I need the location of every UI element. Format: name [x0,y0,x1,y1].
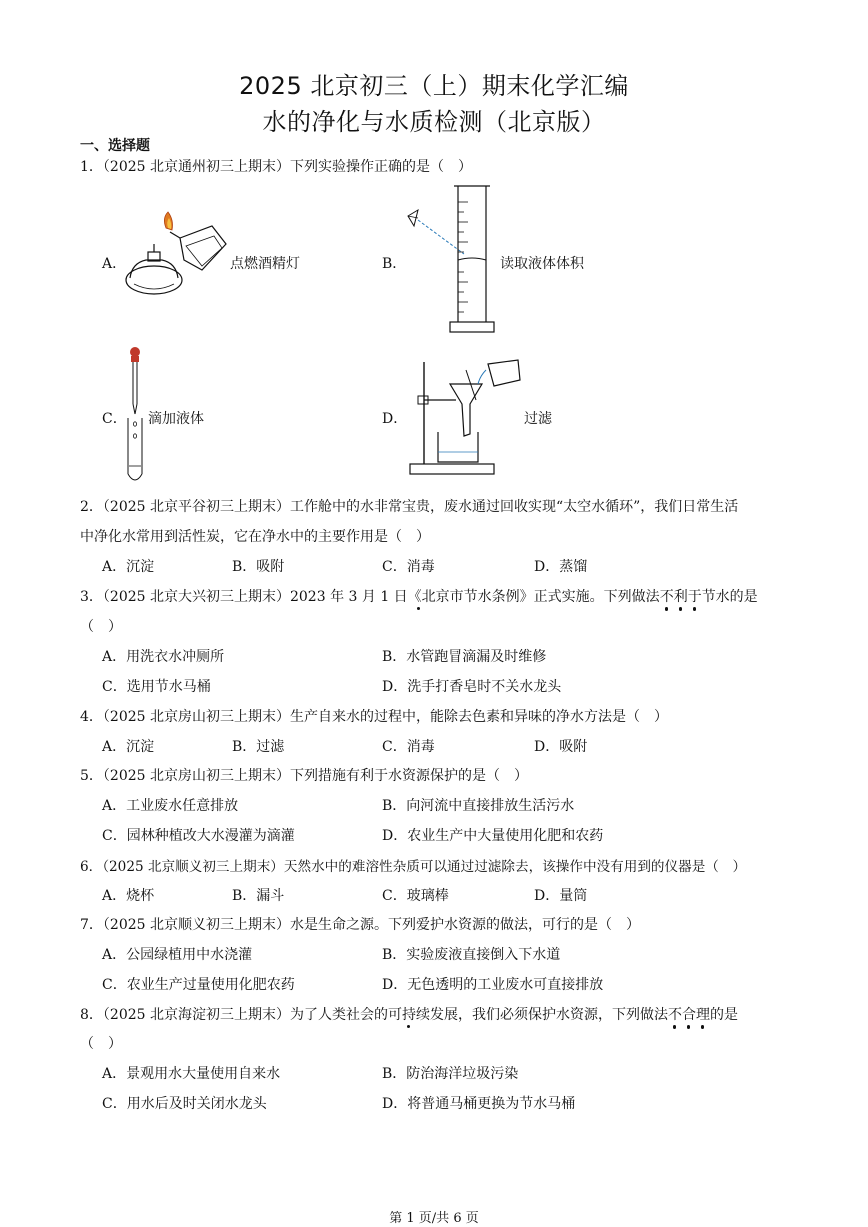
q6-option-c: C．玻璃棒 [382,888,449,904]
q5-option-c: C．园林种植改大水漫灌为滴灌 [102,828,295,844]
section-heading: 一、选择题 [80,138,150,154]
question-8-emphasis [668,1007,710,1023]
question-3-emphasis [660,589,702,605]
q8-option-a: A．景观用水大量使用自来水 [102,1066,281,1082]
question-3-stem-line1 [80,586,758,606]
q2-option-c: C．消毒 [382,559,435,575]
dropper-test-tube-figure [120,344,150,486]
question-6-stem: 6．（2025 北京顺义初三上期末）天然水中的难溶性杂质可以通过过滤除去，该操作中没有用到的仪器是（ ） [80,859,747,875]
question-8-stem-post: 的是 [709,1007,738,1023]
q1-option-c-caption: 滴加液体 [148,411,204,427]
q5-option-a: A．工业废水任意排放 [102,798,239,814]
emphasis-dot [701,1026,704,1029]
q1-option-c-letter: C． [102,411,127,427]
question-8-stem-line1 [80,1004,738,1024]
q1-option-a-letter: A． [102,256,127,272]
question-8-stem-line2: （ ） [80,1036,122,1052]
q2-option-d: D．蒸馏 [534,559,588,575]
question-4-stem: 4．（2025 北京房山初三上期末）生产自来水的过程中，能除去色素和异味的净水方法是（ ） [80,709,668,725]
q5-option-d: D．农业生产中大量使用化肥和农药 [382,828,604,844]
q1-option-d-caption: 过滤 [524,411,552,427]
q3-option-d: D．洗手打香皂时不关水龙头 [382,679,562,695]
question-1-stem: 1．（2025 北京通州初三上期末）下列实验操作正确的是（ ） [80,159,472,175]
q5-option-b: B．向河流中直接排放生活污水 [382,798,575,814]
emphasis-dot [687,1026,690,1029]
q8-option-d: D．将普通马桶更换为节水马桶 [382,1096,576,1112]
emphasis-dot [665,608,668,611]
graduated-cylinder-figure [404,182,504,337]
emphasis-text [660,589,702,605]
emphasis-dot [673,1026,676,1029]
q4-option-c: C．消毒 [382,739,435,755]
filtration-apparatus-figure [406,356,526,478]
question-8-stem-pre: 8．（2025 北京海淀初三上期末）为了人类社会的可持续发展，我们必须保护水资源，下列做法 [80,1007,668,1023]
q2-option-b: B．吸附 [232,559,285,575]
q4-option-b: B．过滤 [232,739,285,755]
q8-option-c: C．用水后及时关闭水龙头 [102,1096,267,1112]
q3-option-c: C．选用节水马桶 [102,679,211,695]
question-3-stem-line2: （ ） [80,619,122,635]
q6-option-d: D．量筒 [534,888,588,904]
question-2-stem-line1: 2．（2025 北京平谷初三上期末）工作舱中的水非常宝贵，废水通过回收实现“太空水循环”，我们日常生活 [80,499,739,515]
emphasis-char: 不 [660,586,674,606]
q3-option-a: A．用洗衣水冲厕所 [102,649,225,665]
emphasis-text [668,1007,710,1023]
emphasis-char: 合 [682,1004,696,1024]
q6-option-a: A．烧杯 [102,888,155,904]
emphasis-char: 利 [674,586,688,606]
q1-option-d-letter: D． [382,411,408,427]
question-2-stem-line2: 中净化水常用到活性炭，它在净水中的主要作用是（ ） [80,529,430,545]
emphasis-char: 不 [668,1004,682,1024]
emphasis-dot [693,608,696,611]
q7-option-a: A．公园绿植用中水浇灌 [102,947,253,963]
question-7-stem: 7．（2025 北京顺义初三上期末）水是生命之源。下列爱护水资源的做法，可行的是（ ） [80,917,640,933]
document-title: 2025 北京初三（上）期末化学汇编 [239,72,629,100]
q4-option-a: A．沉淀 [102,739,155,755]
q4-option-d: D．吸附 [534,739,588,755]
q8-option-b: B．防治海洋垃圾污染 [382,1066,519,1082]
q2-option-a: A．沉淀 [102,559,155,575]
question-3-stem-pre: 3．（2025 北京大兴初三上期末）2023 年 3 月 1 日《北京市节水条例》正式实施。下列做法 [80,589,660,605]
emphasis-char: 理 [696,1004,710,1024]
question-3-stem-post: 节水的是 [701,589,758,605]
q1-option-a-caption: 点燃酒精灯 [230,256,300,272]
q3-option-b: B．水管跑冒滴漏及时维修 [382,649,547,665]
emphasis-dot [679,608,682,611]
document-subtitle: 水的净化与水质检测（北京版） [262,108,606,136]
q7-option-b: B．实验废液直接倒入下水道 [382,947,561,963]
emphasis-char: 于 [688,586,702,606]
q7-option-d: D．无色透明的工业废水可直接排放 [382,977,604,993]
q1-option-b-letter: B． [382,256,407,272]
q1-option-b-caption: 读取液体体积 [500,256,584,272]
question-5-stem: 5．（2025 北京房山初三上期末）下列措施有利于水资源保护的是（ ） [80,768,528,784]
page-footer: 第 1 页/共 6 页 [389,1211,479,1226]
alcohol-lamp-figure [122,208,232,308]
q6-option-b: B．漏斗 [232,888,285,904]
q7-option-c: C．农业生产过量使用化肥农药 [102,977,295,993]
